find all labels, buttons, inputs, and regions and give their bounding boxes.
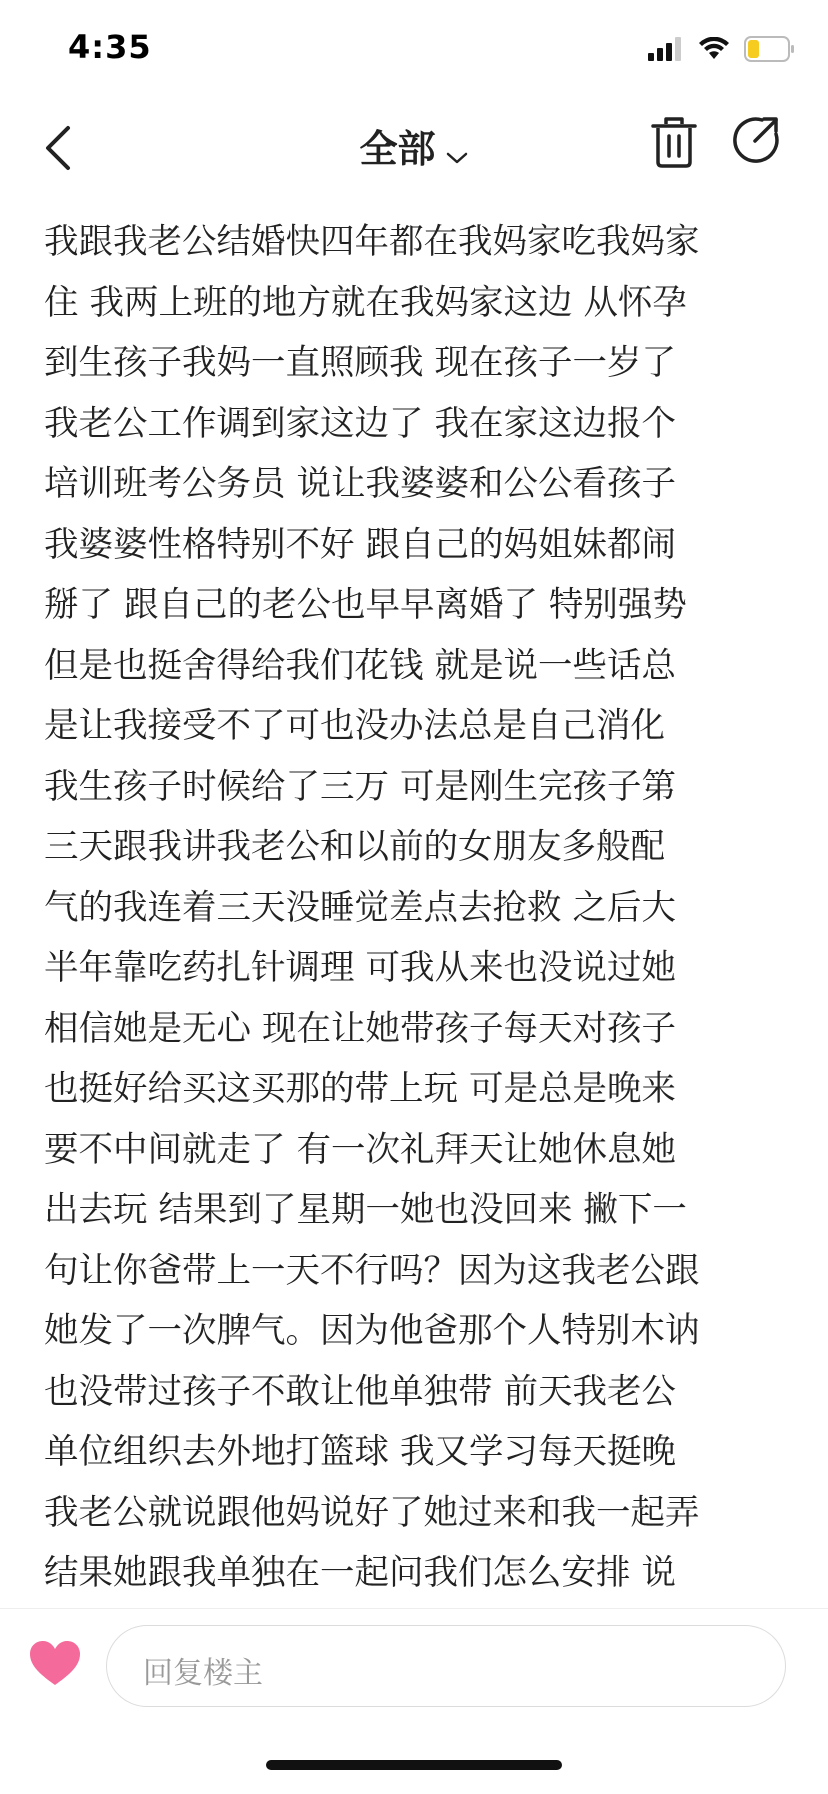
post-text-line: 掰了 跟自己的老公也早早离婚了 特别强势 — [44, 585, 687, 625]
post-text-line: 我婆婆性格特别不好 跟自己的妈姐妹都闹 — [44, 524, 676, 565]
post-text-line: 住 我两上班的地方就在我妈家这边 从怀孕 — [44, 282, 687, 323]
post-text-line: 是让我接受不了可也没办法总是自己消化 — [44, 706, 665, 746]
reply-placeholder: 回复楼主 — [143, 1656, 263, 1691]
trash-icon[interactable] — [650, 116, 698, 168]
page-title: 全部 — [359, 127, 436, 171]
post-text-line: 但是也挺舍得给我们花钱 就是说一些话总 — [44, 645, 676, 686]
post-text-line: 我老公工作调到家这边了 我在家这边报个 — [44, 403, 676, 444]
title-dropdown[interactable] — [0, 118, 828, 173]
reply-input[interactable] — [106, 1625, 786, 1707]
post-text-line: 培训班考公务员 说让我婆婆和公公看孩子 — [44, 464, 676, 504]
post-text-line: 三天跟我讲我老公和以前的女朋友多般配 — [44, 827, 665, 867]
post-text-line: 要不中间就走了 有一次礼拜天让她休息她 — [44, 1129, 676, 1170]
post-text-line: 我生孩子时候给了三万 可是刚生完孩子第 — [44, 766, 676, 807]
post-text-line: 气的我连着三天没睡觉差点去抢救 之后大 — [44, 887, 676, 928]
post-text-line: 我老公就说跟他妈说好了她过来和我一起弄 — [44, 1492, 700, 1533]
post-text-line: 也没带过孩子不敢让他单独带 前天我老公 — [44, 1371, 676, 1412]
home-indicator — [266, 1760, 562, 1770]
post-text-line: 也挺好给买这买那的带上玩 可是总是晚来 — [44, 1069, 676, 1109]
status-icons — [648, 36, 796, 62]
heart-icon[interactable] — [28, 1639, 82, 1689]
status-time: 4:35 — [68, 28, 152, 66]
post-body — [44, 212, 784, 1604]
chevron-down-icon — [445, 150, 469, 166]
nav-bar — [0, 100, 828, 220]
post-text-line: 到生孩子我妈一直照顾我 现在孩子一岁了 — [44, 343, 676, 383]
status-bar — [0, 0, 828, 100]
post-text-line: 出去玩 结果到了星期一她也没回来 撇下一 — [44, 1190, 687, 1230]
post-text-line: 相信她是无心 现在让她带孩子每天对孩子 — [44, 1008, 676, 1049]
share-icon[interactable] — [730, 114, 782, 166]
post-text-line: 她发了一次脾气。因为他爸那个人特别木讷 — [44, 1311, 700, 1351]
post-text-line: 我跟我老公结婚快四年都在我妈家吃我妈家 — [44, 222, 700, 262]
post-text-line: 单位组织去外地打篮球 我又学习每天挺晚 — [44, 1432, 676, 1472]
post-text-line: 结果她跟我单独在一起问我们怎么安排 说 — [44, 1553, 676, 1593]
battery-icon — [744, 36, 796, 62]
wifi-icon — [698, 37, 730, 61]
signal-icon — [648, 37, 684, 61]
post-text-line: 半年靠吃药扎针调理 可我从来也没说过她 — [44, 948, 676, 988]
post-text-line: 句让你爸带上一天不行吗？因为这我老公跟 — [44, 1250, 700, 1291]
